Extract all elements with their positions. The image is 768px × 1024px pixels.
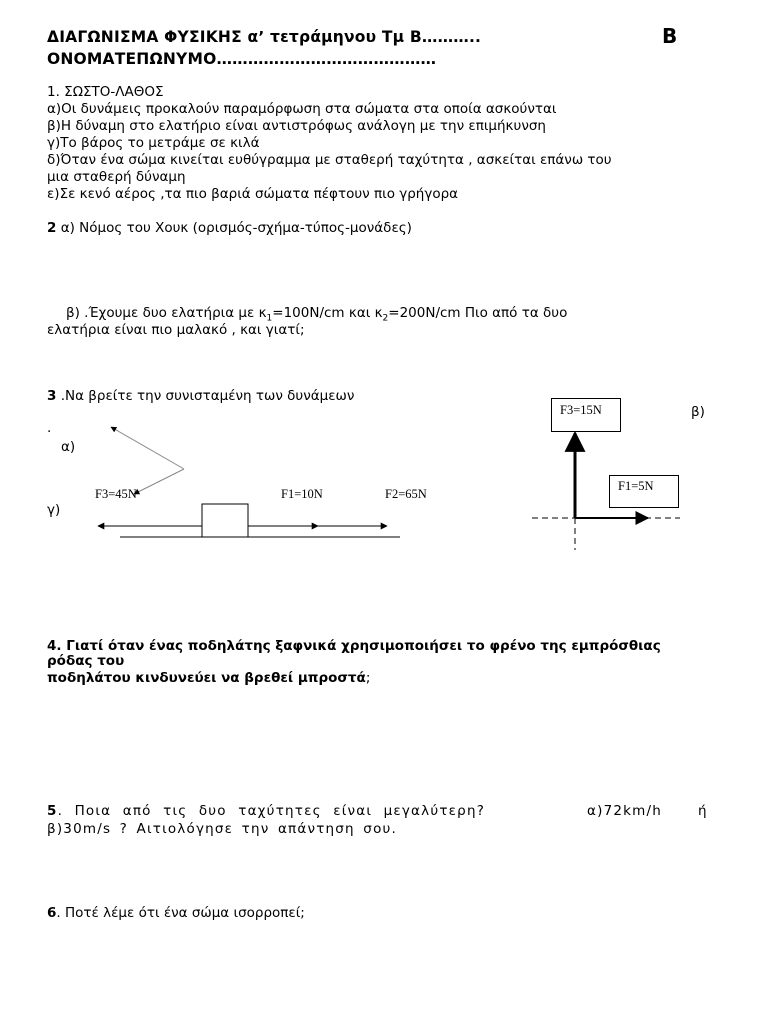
q3-label-b: β) xyxy=(691,404,705,420)
q4-number: 4. xyxy=(47,638,62,654)
figure-a xyxy=(111,427,184,494)
q4-line3 xyxy=(47,670,370,687)
q2-part-b-line2: ελατήρια είναι πιο μαλακό , και γιατί; xyxy=(47,322,305,338)
q6-text: . Ποτέ λέμε ότι ένα σώμα ισορροπεί; xyxy=(56,905,305,921)
q3-dot: . xyxy=(47,420,52,436)
q2-sub1: 1 xyxy=(266,313,273,324)
name-line: ΟΝΟΜΑΤΕΠΩΝΥΜΟ…………………………………… xyxy=(47,50,437,68)
q6-line xyxy=(47,905,305,922)
q4-end: ; xyxy=(365,670,371,686)
q5-question: . Ποια από τις δυο ταχύτητες είναι μεγαλύτερη? xyxy=(57,803,486,819)
q4-text-line3: ποδηλάτου κινδυνεύει να βρεθεί μπροστά xyxy=(47,670,366,686)
q2-part-a-text: α) Νόμος του Χουκ (ορισμός-σχήμα-τύπος-μονάδες) xyxy=(60,220,412,236)
q3-label-a: α) xyxy=(61,439,76,455)
label-box-f1-5n xyxy=(609,475,679,508)
q5-line1-a xyxy=(47,803,485,820)
q5-or: ή xyxy=(698,803,707,819)
label-f2-65n: F2=65N xyxy=(385,487,427,501)
q5-option-a: α)72km/h xyxy=(587,803,663,819)
label-f1-10n: F1=10N xyxy=(281,487,323,501)
q2-sub2: 2 xyxy=(382,313,389,324)
q4-text-line1: Γιατί όταν ένας ποδηλάτης ξαφνικά χρησιμοποιήσει το φρένο της εμπρόσθιας xyxy=(61,638,661,654)
label-f3-15n: F3=15N xyxy=(560,403,602,417)
q1-item-b: β)Η δύναμη στο ελατήριο είναι αντιστρόφως ανάλογη με την επιμήκυνση xyxy=(47,118,546,134)
q1-item-a: α)Οι δυνάμεις προκαλούν παραμόρφωση στα σώματα στα οποία ασκούνται xyxy=(47,101,557,117)
q1-item-d-cont: μια σταθερή δύναμη xyxy=(47,169,186,185)
q3-label-c: γ) xyxy=(47,502,61,518)
box-body xyxy=(202,504,248,537)
q2-part-b-suffix: =200N/cm Πιο από τα δυο xyxy=(388,305,568,321)
q1-item-d: δ)Όταν ένα σώμα κινείται ευθύγραμμα με σταθερή ταχύτητα , ασκείται επάνω του xyxy=(47,152,612,168)
group-label: Β xyxy=(662,24,678,48)
q2-part-b-mid: =100N/cm και κ xyxy=(272,305,383,321)
label-f3-45n: F3=45N xyxy=(95,487,137,501)
q2-number: 2 xyxy=(47,220,57,236)
q1-item-c: γ)Το βάρος το μετράμε σε κιλά xyxy=(47,135,260,151)
force-arrow-a2 xyxy=(134,469,184,494)
force-arrow-a1 xyxy=(111,427,184,469)
q3-number: 3 xyxy=(47,388,57,404)
q1-item-e: ε)Σε κενό αέρος ,τα πιο βαριά σώματα πέφτουν πιο γρήγορα xyxy=(47,186,459,202)
q2-part-b-prefix: β) .Έχουμε δυο ελατήρια με κ xyxy=(66,305,267,321)
label-box-f3-15n xyxy=(551,398,621,432)
label-f1-5n: F1=5N xyxy=(618,479,654,493)
q6-number: 6 xyxy=(47,905,57,921)
q4-line2: ρόδας του xyxy=(47,653,125,669)
q4-line1 xyxy=(47,638,661,655)
q1-heading: 1. ΣΩΣΤΟ-ΛΑΘΟΣ xyxy=(47,84,164,100)
q5-line2: β)30m/s ? Αιτιολόγησε την απάντηση σου. xyxy=(47,821,398,837)
figure-c xyxy=(98,504,400,537)
q3-text: .Να βρείτε την συνισταμένη των δυνάμεων xyxy=(56,388,355,404)
exam-title: ΔΙΑΓΩΝΙΣΜΑ ΦΥΣΙΚΗΣ α’ τετράμηνου Τμ Β……….. xyxy=(47,28,482,46)
q5-number: 5 xyxy=(47,803,58,819)
